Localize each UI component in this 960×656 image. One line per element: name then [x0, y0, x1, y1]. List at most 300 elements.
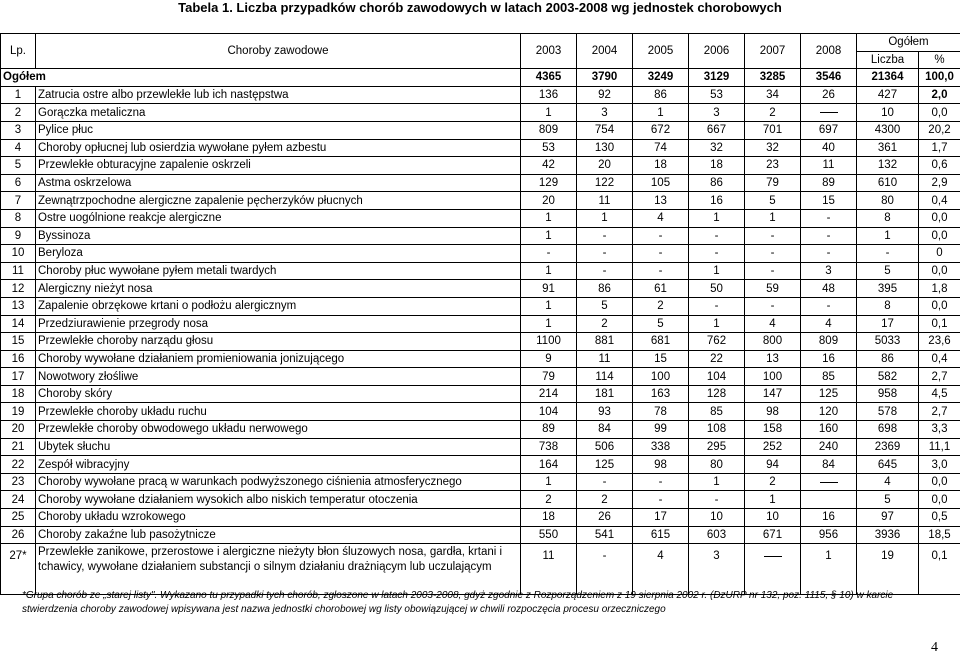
table-row [1, 209, 960, 227]
table-title: Tabela 1. Liczba przypadków chorób zawodowych w latach 2003-2008 wg jednostek chorobowych [0, 0, 960, 16]
page-number: 4 [931, 640, 938, 656]
table-row [1, 174, 960, 192]
table-cell: 1 [633, 104, 689, 122]
table-cell: 5 [577, 297, 633, 315]
table-cell: 2 [745, 104, 801, 122]
table-cell: 20 [521, 192, 577, 210]
table-cell: 21364 [857, 69, 919, 87]
table-cell [801, 104, 857, 122]
table-cell: 23,6 [919, 333, 960, 351]
table-cell: - [689, 245, 745, 263]
table-row [1, 192, 960, 210]
occupational-diseases-table [0, 33, 960, 595]
header-year: 2004 [577, 34, 633, 69]
table-cell: 3 [801, 262, 857, 280]
table-cell: 86 [689, 174, 745, 192]
table-row [1, 491, 960, 509]
table-cell: 0,1 [919, 315, 960, 333]
row-number: 27* [1, 544, 36, 595]
table-cell: 645 [857, 456, 919, 474]
disease-name: Beryloza [36, 245, 521, 263]
table-cell: 0,0 [919, 473, 960, 491]
table-cell: 615 [633, 526, 689, 544]
table-cell: 697 [801, 121, 857, 139]
table-cell: 0,0 [919, 227, 960, 245]
table-row [1, 104, 960, 122]
table-cell: 86 [577, 280, 633, 298]
table-cell: 99 [633, 421, 689, 439]
table-cell: 698 [857, 421, 919, 439]
table-cell: 0,0 [919, 209, 960, 227]
table-cell: 11 [521, 544, 577, 595]
header-year: 2005 [633, 34, 689, 69]
table-cell: 13 [745, 350, 801, 368]
table-cell: 361 [857, 139, 919, 157]
table-cell: 2,7 [919, 368, 960, 386]
table-cell: 0,5 [919, 509, 960, 527]
table-cell: 61 [633, 280, 689, 298]
table-cell: 53 [521, 139, 577, 157]
table-cell: 214 [521, 385, 577, 403]
table-cell: 136 [521, 86, 577, 104]
row-number: 22 [1, 456, 36, 474]
table-cell: 80 [689, 456, 745, 474]
table-cell: 26 [577, 509, 633, 527]
table-cell: 2 [745, 473, 801, 491]
table-cell: 762 [689, 333, 745, 351]
table-cell: - [689, 227, 745, 245]
table-cell: 84 [801, 456, 857, 474]
disease-name: Zatrucia ostre albo przewlekłe lub ich następstwa [36, 86, 521, 104]
table-cell: 701 [745, 121, 801, 139]
table-row [1, 227, 960, 245]
table-cell: 22 [689, 350, 745, 368]
table-cell: 1 [801, 544, 857, 595]
table-cell: 4 [633, 544, 689, 595]
row-number: 21 [1, 438, 36, 456]
disease-name: Choroby wywołane działaniem promieniowania jonizującego [36, 350, 521, 368]
table-cell: 13 [633, 192, 689, 210]
table-row [1, 473, 960, 491]
table-cell: 0 [919, 245, 960, 263]
table-row [1, 544, 960, 595]
table-cell: 3,0 [919, 456, 960, 474]
table-cell: 395 [857, 280, 919, 298]
disease-name: Pylice płuc [36, 121, 521, 139]
row-number: 12 [1, 280, 36, 298]
table-cell: 5 [745, 192, 801, 210]
table-cell: 1 [857, 227, 919, 245]
header-year: 2006 [689, 34, 745, 69]
disease-name: Ostre uogólnione reakcje alergiczne [36, 209, 521, 227]
table-cell: 541 [577, 526, 633, 544]
dash-mark [820, 482, 838, 483]
disease-name: Przewlekłe choroby narządu głosu [36, 333, 521, 351]
table-cell: 1100 [521, 333, 577, 351]
table-cell: 1 [689, 209, 745, 227]
disease-name: Zapalenie obrzękowe krtani o podłożu alergicznym [36, 297, 521, 315]
table-cell [801, 473, 857, 491]
table-cell: 3936 [857, 526, 919, 544]
table-cell: 1 [577, 209, 633, 227]
table-cell: 20,2 [919, 121, 960, 139]
dash-mark [764, 556, 782, 557]
table-cell: 78 [633, 403, 689, 421]
table-cell: 164 [521, 456, 577, 474]
table-cell: 958 [857, 385, 919, 403]
table-cell: - [745, 227, 801, 245]
row-number: 25 [1, 509, 36, 527]
table-row [1, 245, 960, 263]
table-cell: - [633, 262, 689, 280]
table-cell: 8 [857, 297, 919, 315]
table-row [1, 86, 960, 104]
disease-name: Byssinoza [36, 227, 521, 245]
table-row [1, 315, 960, 333]
table-cell: 3129 [689, 69, 745, 87]
row-number: 17 [1, 368, 36, 386]
table-cell: - [801, 227, 857, 245]
table-cell: 1 [521, 227, 577, 245]
table-cell: 1 [521, 315, 577, 333]
table-cell: 104 [689, 368, 745, 386]
table-cell: 120 [801, 403, 857, 421]
table-cell: 1,8 [919, 280, 960, 298]
table-cell: 809 [801, 333, 857, 351]
header-year: 2007 [745, 34, 801, 69]
table-cell: - [745, 297, 801, 315]
table-cell: 4 [633, 209, 689, 227]
table-cell: 125 [577, 456, 633, 474]
table-cell: 3,3 [919, 421, 960, 439]
table-cell: 48 [801, 280, 857, 298]
table-cell: 295 [689, 438, 745, 456]
table-cell: - [521, 245, 577, 263]
table-cell: 671 [745, 526, 801, 544]
table-cell: 93 [577, 403, 633, 421]
table-cell: 18 [689, 157, 745, 175]
row-number: 13 [1, 297, 36, 315]
table-row [1, 526, 960, 544]
table-cell: 105 [633, 174, 689, 192]
table-cell: - [633, 227, 689, 245]
table-cell: - [633, 245, 689, 263]
table-cell: 4 [801, 315, 857, 333]
table-cell: 667 [689, 121, 745, 139]
table-cell: 800 [745, 333, 801, 351]
table-cell: 17 [633, 509, 689, 527]
table-cell: 86 [857, 350, 919, 368]
table-row [1, 368, 960, 386]
table-cell: - [577, 544, 633, 595]
header-count: Liczba [857, 51, 919, 69]
table-cell: 1 [745, 209, 801, 227]
table-cell: 129 [521, 174, 577, 192]
table-cell: 9 [521, 350, 577, 368]
table-cell: - [857, 245, 919, 263]
table-cell: 506 [577, 438, 633, 456]
table-cell: 809 [521, 121, 577, 139]
table-cell: - [577, 473, 633, 491]
table-cell: 108 [689, 421, 745, 439]
table-cell: 80 [857, 192, 919, 210]
table-cell: 578 [857, 403, 919, 421]
table-cell [801, 491, 857, 509]
table-row [1, 438, 960, 456]
table-cell: 2,0 [919, 86, 960, 104]
table-row [1, 333, 960, 351]
disease-name: Choroby skóry [36, 385, 521, 403]
table-cell: 338 [633, 438, 689, 456]
table-cell: 16 [801, 350, 857, 368]
table-cell: 4300 [857, 121, 919, 139]
row-number: 23 [1, 473, 36, 491]
disease-name: Przewlekłe choroby obwodowego układu nerwowego [36, 421, 521, 439]
table-cell: 0,0 [919, 104, 960, 122]
table-cell: 427 [857, 86, 919, 104]
disease-name: Choroby opłucnej lub osierdzia wywołane pyłem azbestu [36, 139, 521, 157]
table-cell: 3249 [633, 69, 689, 87]
table-cell: 5 [857, 491, 919, 509]
table-cell: 91 [521, 280, 577, 298]
table-cell: 100 [745, 368, 801, 386]
table-cell: 26 [801, 86, 857, 104]
table-cell [745, 544, 801, 595]
table-cell: 1 [521, 297, 577, 315]
table-cell: 3285 [745, 69, 801, 87]
table-cell: 158 [745, 421, 801, 439]
row-number: 6 [1, 174, 36, 192]
table-cell: 128 [689, 385, 745, 403]
header-year: 2003 [521, 34, 577, 69]
table-cell: 603 [689, 526, 745, 544]
row-number: 18 [1, 385, 36, 403]
table-cell: - [745, 262, 801, 280]
row-number: 5 [1, 157, 36, 175]
disease-name: Choroby układu wzrokowego [36, 509, 521, 527]
table-cell: 147 [745, 385, 801, 403]
table-cell: 3546 [801, 69, 857, 87]
table-cell: 881 [577, 333, 633, 351]
table-cell: - [689, 297, 745, 315]
table-cell: 100 [633, 368, 689, 386]
table-cell: - [633, 491, 689, 509]
row-number: 26 [1, 526, 36, 544]
table-cell: 15 [633, 350, 689, 368]
table-cell: 89 [521, 421, 577, 439]
table-row [1, 262, 960, 280]
table-row [1, 350, 960, 368]
row-number: 15 [1, 333, 36, 351]
table-cell: 79 [745, 174, 801, 192]
table-cell: - [577, 245, 633, 263]
table-cell: 18 [633, 157, 689, 175]
table-cell: 754 [577, 121, 633, 139]
table-cell: 3790 [577, 69, 633, 87]
disease-name: Przedziurawienie przegrody nosa [36, 315, 521, 333]
table-cell: 252 [745, 438, 801, 456]
table-cell: 1 [521, 104, 577, 122]
disease-name: Ubytek słuchu [36, 438, 521, 456]
header-lp: Lp. [1, 34, 36, 69]
disease-name: Choroby wywołane działaniem wysokich albo niskich temperatur otoczenia [36, 491, 521, 509]
table-cell: 114 [577, 368, 633, 386]
table-cell: 4 [857, 473, 919, 491]
table-row [1, 297, 960, 315]
table-cell: 4365 [521, 69, 577, 87]
table-cell: 86 [633, 86, 689, 104]
row-number: 11 [1, 262, 36, 280]
row-number: 16 [1, 350, 36, 368]
table-cell: 240 [801, 438, 857, 456]
row-number: 19 [1, 403, 36, 421]
table-cell: 163 [633, 385, 689, 403]
table-cell: 1 [745, 491, 801, 509]
table-cell: 18,5 [919, 526, 960, 544]
table-cell: 34 [745, 86, 801, 104]
table-cell: 11 [801, 157, 857, 175]
table-cell: 122 [577, 174, 633, 192]
table-cell: 1 [521, 209, 577, 227]
table-row [1, 121, 960, 139]
table-cell: - [577, 227, 633, 245]
table-cell: 40 [801, 139, 857, 157]
row-number: 24 [1, 491, 36, 509]
disease-name: Choroby zakaźne lub pasożytnicze [36, 526, 521, 544]
table-cell: 0,4 [919, 192, 960, 210]
table-cell: 53 [689, 86, 745, 104]
table-cell: 1 [689, 262, 745, 280]
table-cell: 5 [633, 315, 689, 333]
table-cell: 1 [521, 473, 577, 491]
table-row [1, 456, 960, 474]
table-cell: 11 [577, 350, 633, 368]
table-cell: 0,4 [919, 350, 960, 368]
table-cell: 100,0 [919, 69, 960, 87]
table-cell: 2,7 [919, 403, 960, 421]
table-row [1, 280, 960, 298]
disease-name: Przewlekłe choroby układu ruchu [36, 403, 521, 421]
table-cell: 59 [745, 280, 801, 298]
table-cell: 125 [801, 385, 857, 403]
header-year: 2008 [801, 34, 857, 69]
table-cell: 8 [857, 209, 919, 227]
header-total: Ogółem [857, 34, 960, 52]
table-cell: 681 [633, 333, 689, 351]
table-cell: 2 [577, 491, 633, 509]
table-cell: 3 [577, 104, 633, 122]
table-cell: 42 [521, 157, 577, 175]
disease-name: Choroby płuc wywołane pyłem metali twardych [36, 262, 521, 280]
table-cell: 2,9 [919, 174, 960, 192]
row-number: 14 [1, 315, 36, 333]
table-cell: 16 [801, 509, 857, 527]
disease-name: Przewlekłe zanikowe, przerostowe i alergiczne nieżyty błon śluzowych nosa, gardła, krtani i tchawicy, wywołane działaniem substancji o silnym działaniu drażniącym lub uczulającym [36, 544, 521, 595]
table-cell: 672 [633, 121, 689, 139]
table-cell: 550 [521, 526, 577, 544]
table-cell: 50 [689, 280, 745, 298]
table-cell: - [689, 491, 745, 509]
table-cell: - [745, 245, 801, 263]
header-percent: % [919, 51, 960, 69]
disease-name: Gorączka metaliczna [36, 104, 521, 122]
disease-name: Przewlekłe obturacyjne zapalenie oskrzeli [36, 157, 521, 175]
table-cell: 160 [801, 421, 857, 439]
table-cell: 85 [689, 403, 745, 421]
table-cell: 2 [633, 297, 689, 315]
table-cell: 17 [857, 315, 919, 333]
table-cell: 84 [577, 421, 633, 439]
row-number: 8 [1, 209, 36, 227]
table-cell: 181 [577, 385, 633, 403]
row-number: 1 [1, 86, 36, 104]
table-cell: - [577, 262, 633, 280]
disease-name: Zespół wibracyjny [36, 456, 521, 474]
table-cell: 130 [577, 139, 633, 157]
table-cell: 1 [521, 262, 577, 280]
table-cell: 1 [689, 473, 745, 491]
table-cell: 97 [857, 509, 919, 527]
footnote: *Grupa chorób ze „starej listy". Wykazano tu przypadki tych chorób, zgłoszone w latach 2003-2008, gdyż zgodnie z Rozporządzeniem z 19 sierpnia 2002 r. (DzURP nr 132, poz. 1115, § 10) w karcie stwierdzenia choroby zawodowej wpisywana jest nazwa jednostki chorobowej wg listy obowiązującej w chwili rozpoczęcia procesu orzeczniczego [22, 589, 942, 617]
table-cell: 15 [801, 192, 857, 210]
table-cell: 85 [801, 368, 857, 386]
table-cell: 32 [689, 139, 745, 157]
table-cell: 132 [857, 157, 919, 175]
table-cell: 32 [745, 139, 801, 157]
table-cell: 5033 [857, 333, 919, 351]
row-number: 4 [1, 139, 36, 157]
disease-name: Astma oskrzelowa [36, 174, 521, 192]
table-cell: 4,5 [919, 385, 960, 403]
table-cell: 956 [801, 526, 857, 544]
table-cell: 23 [745, 157, 801, 175]
table-cell: 74 [633, 139, 689, 157]
disease-name: Alergiczny nieżyt nosa [36, 280, 521, 298]
table-cell: 11 [577, 192, 633, 210]
row-number: 7 [1, 192, 36, 210]
table-cell: - [801, 245, 857, 263]
table-cell: 19 [857, 544, 919, 595]
total-label: Ogółem [1, 69, 521, 87]
table-cell: 2369 [857, 438, 919, 456]
table-row [1, 509, 960, 527]
table-cell: 5 [857, 262, 919, 280]
table-cell: 79 [521, 368, 577, 386]
table-cell: 0,0 [919, 262, 960, 280]
table-cell: 0,0 [919, 297, 960, 315]
table-cell: 2 [521, 491, 577, 509]
table-cell: - [801, 297, 857, 315]
table-cell: 1,7 [919, 139, 960, 157]
disease-name: Nowotwory złośliwe [36, 368, 521, 386]
table-cell: 1 [689, 315, 745, 333]
row-number: 2 [1, 104, 36, 122]
row-number: 9 [1, 227, 36, 245]
table-cell: 3 [689, 104, 745, 122]
table-cell: 610 [857, 174, 919, 192]
table-cell: - [801, 209, 857, 227]
table-cell: 582 [857, 368, 919, 386]
table-cell: 94 [745, 456, 801, 474]
disease-name: Choroby wywołane pracą w warunkach podwyższonego ciśnienia atmosferycznego [36, 473, 521, 491]
table-cell: 16 [689, 192, 745, 210]
table-cell: 10 [745, 509, 801, 527]
table-cell: 0,6 [919, 157, 960, 175]
table-cell: 10 [857, 104, 919, 122]
table-cell: 3 [689, 544, 745, 595]
header-disease: Choroby zawodowe [36, 34, 521, 69]
header-row [1, 34, 960, 52]
